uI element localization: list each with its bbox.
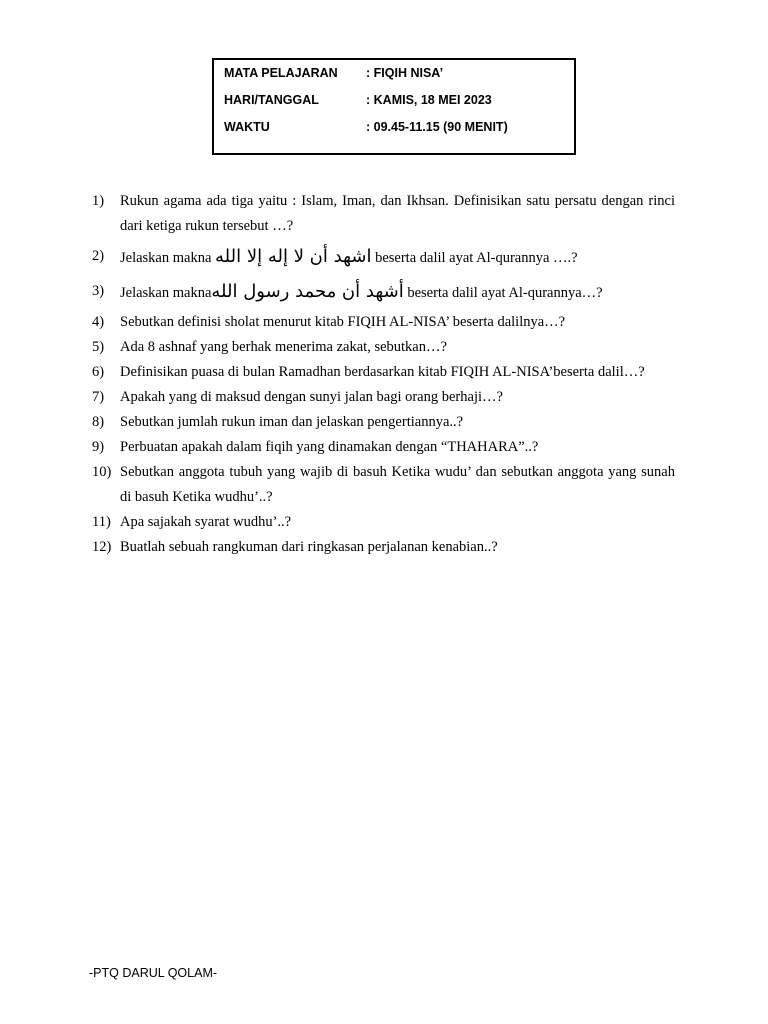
question-number: 10): [92, 464, 112, 480]
question-list: [92, 189, 675, 560]
question-text: Sebutkan anggota tubuh yang wajib di basuh Ketika wudu’ dan sebutkan anggota yang sunah di basuh Ketika wudhu’..?: [120, 464, 675, 505]
question-text-post: beserta dalil ayat Al-qurannya ….?: [371, 250, 578, 266]
question-number: 12): [92, 539, 112, 555]
time-value: : 09.45-11.15 (90 MENIT): [366, 120, 508, 134]
question-item: [92, 240, 675, 275]
question-number: 5): [92, 339, 105, 355]
question-text: Rukun agama ada tiga yaitu : Islam, Iman, dan Ikhsan. Definisikan satu persatu dengan rinci dari ketiga rukun tersebut …?: [120, 193, 675, 234]
footer-text: -PTQ DARUL QOLAM-: [89, 966, 218, 980]
question-number: 1): [92, 193, 105, 209]
question-text: Perbuatan apakah dalam fiqih yang dinamakan dengan “THAHARA”..?: [120, 439, 539, 455]
question-text: [120, 240, 675, 275]
question-text-post: beserta dalil ayat Al-qurannya…?: [403, 285, 603, 301]
question-item: [92, 410, 675, 435]
question-item: [92, 310, 675, 335]
question-item: [92, 335, 675, 360]
date-value: : KAMIS, 18 MEI 2023: [366, 93, 492, 107]
question-text: Buatlah sebuah rangkuman dari ringkasan perjalanan kenabian..?: [120, 539, 498, 555]
date-label: HARI/TANGGAL: [224, 93, 319, 107]
subject-value: : FIQIH NISA’: [366, 66, 444, 80]
question-item: [92, 435, 675, 460]
question-item: [92, 385, 675, 410]
question-number: 7): [92, 389, 105, 405]
question-item: [92, 275, 675, 310]
question-item: [92, 460, 675, 510]
question-text: Ada 8 ashnaf yang berhak menerima zakat, sebutkan…?: [120, 339, 447, 355]
question-number: 4): [92, 314, 105, 330]
arabic-text: اشهد أن لا إله إلا الله: [215, 246, 372, 267]
question-text: Sebutkan definisi sholat menurut kitab FIQIH AL-NISA’ beserta dalilnya…?: [120, 314, 566, 330]
question-item: [92, 510, 675, 535]
question-number: 6): [92, 364, 105, 380]
question-item: [92, 189, 675, 239]
arabic-text: أشهد أن محمد رسول الله: [211, 281, 404, 302]
question-number: 3): [92, 283, 105, 299]
question-text-pre: Jelaskan makna: [120, 250, 216, 266]
question-text: Apa sajakah syarat wudhu’..?: [120, 514, 292, 530]
subject-label: MATA PELAJARAN: [224, 66, 338, 80]
question-text: Definisikan puasa di bulan Ramadhan berdasarkan kitab FIQIH AL-NISA’beserta dalil…?: [120, 364, 645, 380]
question-number: 2): [92, 248, 105, 264]
question-text: Sebutkan jumlah rukun iman dan jelaskan pengertiannya..?: [120, 414, 464, 430]
question-text: Apakah yang di maksud dengan sunyi jalan bagi orang berhaji…?: [120, 389, 503, 405]
question-number: 11): [92, 514, 111, 530]
time-label: WAKTU: [224, 120, 270, 134]
question-text: [120, 275, 675, 310]
question-item: [92, 535, 675, 560]
question-item: [92, 360, 675, 385]
question-text-pre: Jelaskan makna: [120, 285, 212, 301]
question-number: 8): [92, 414, 105, 430]
question-number: 9): [92, 439, 105, 455]
exam-header-box: [212, 58, 576, 155]
